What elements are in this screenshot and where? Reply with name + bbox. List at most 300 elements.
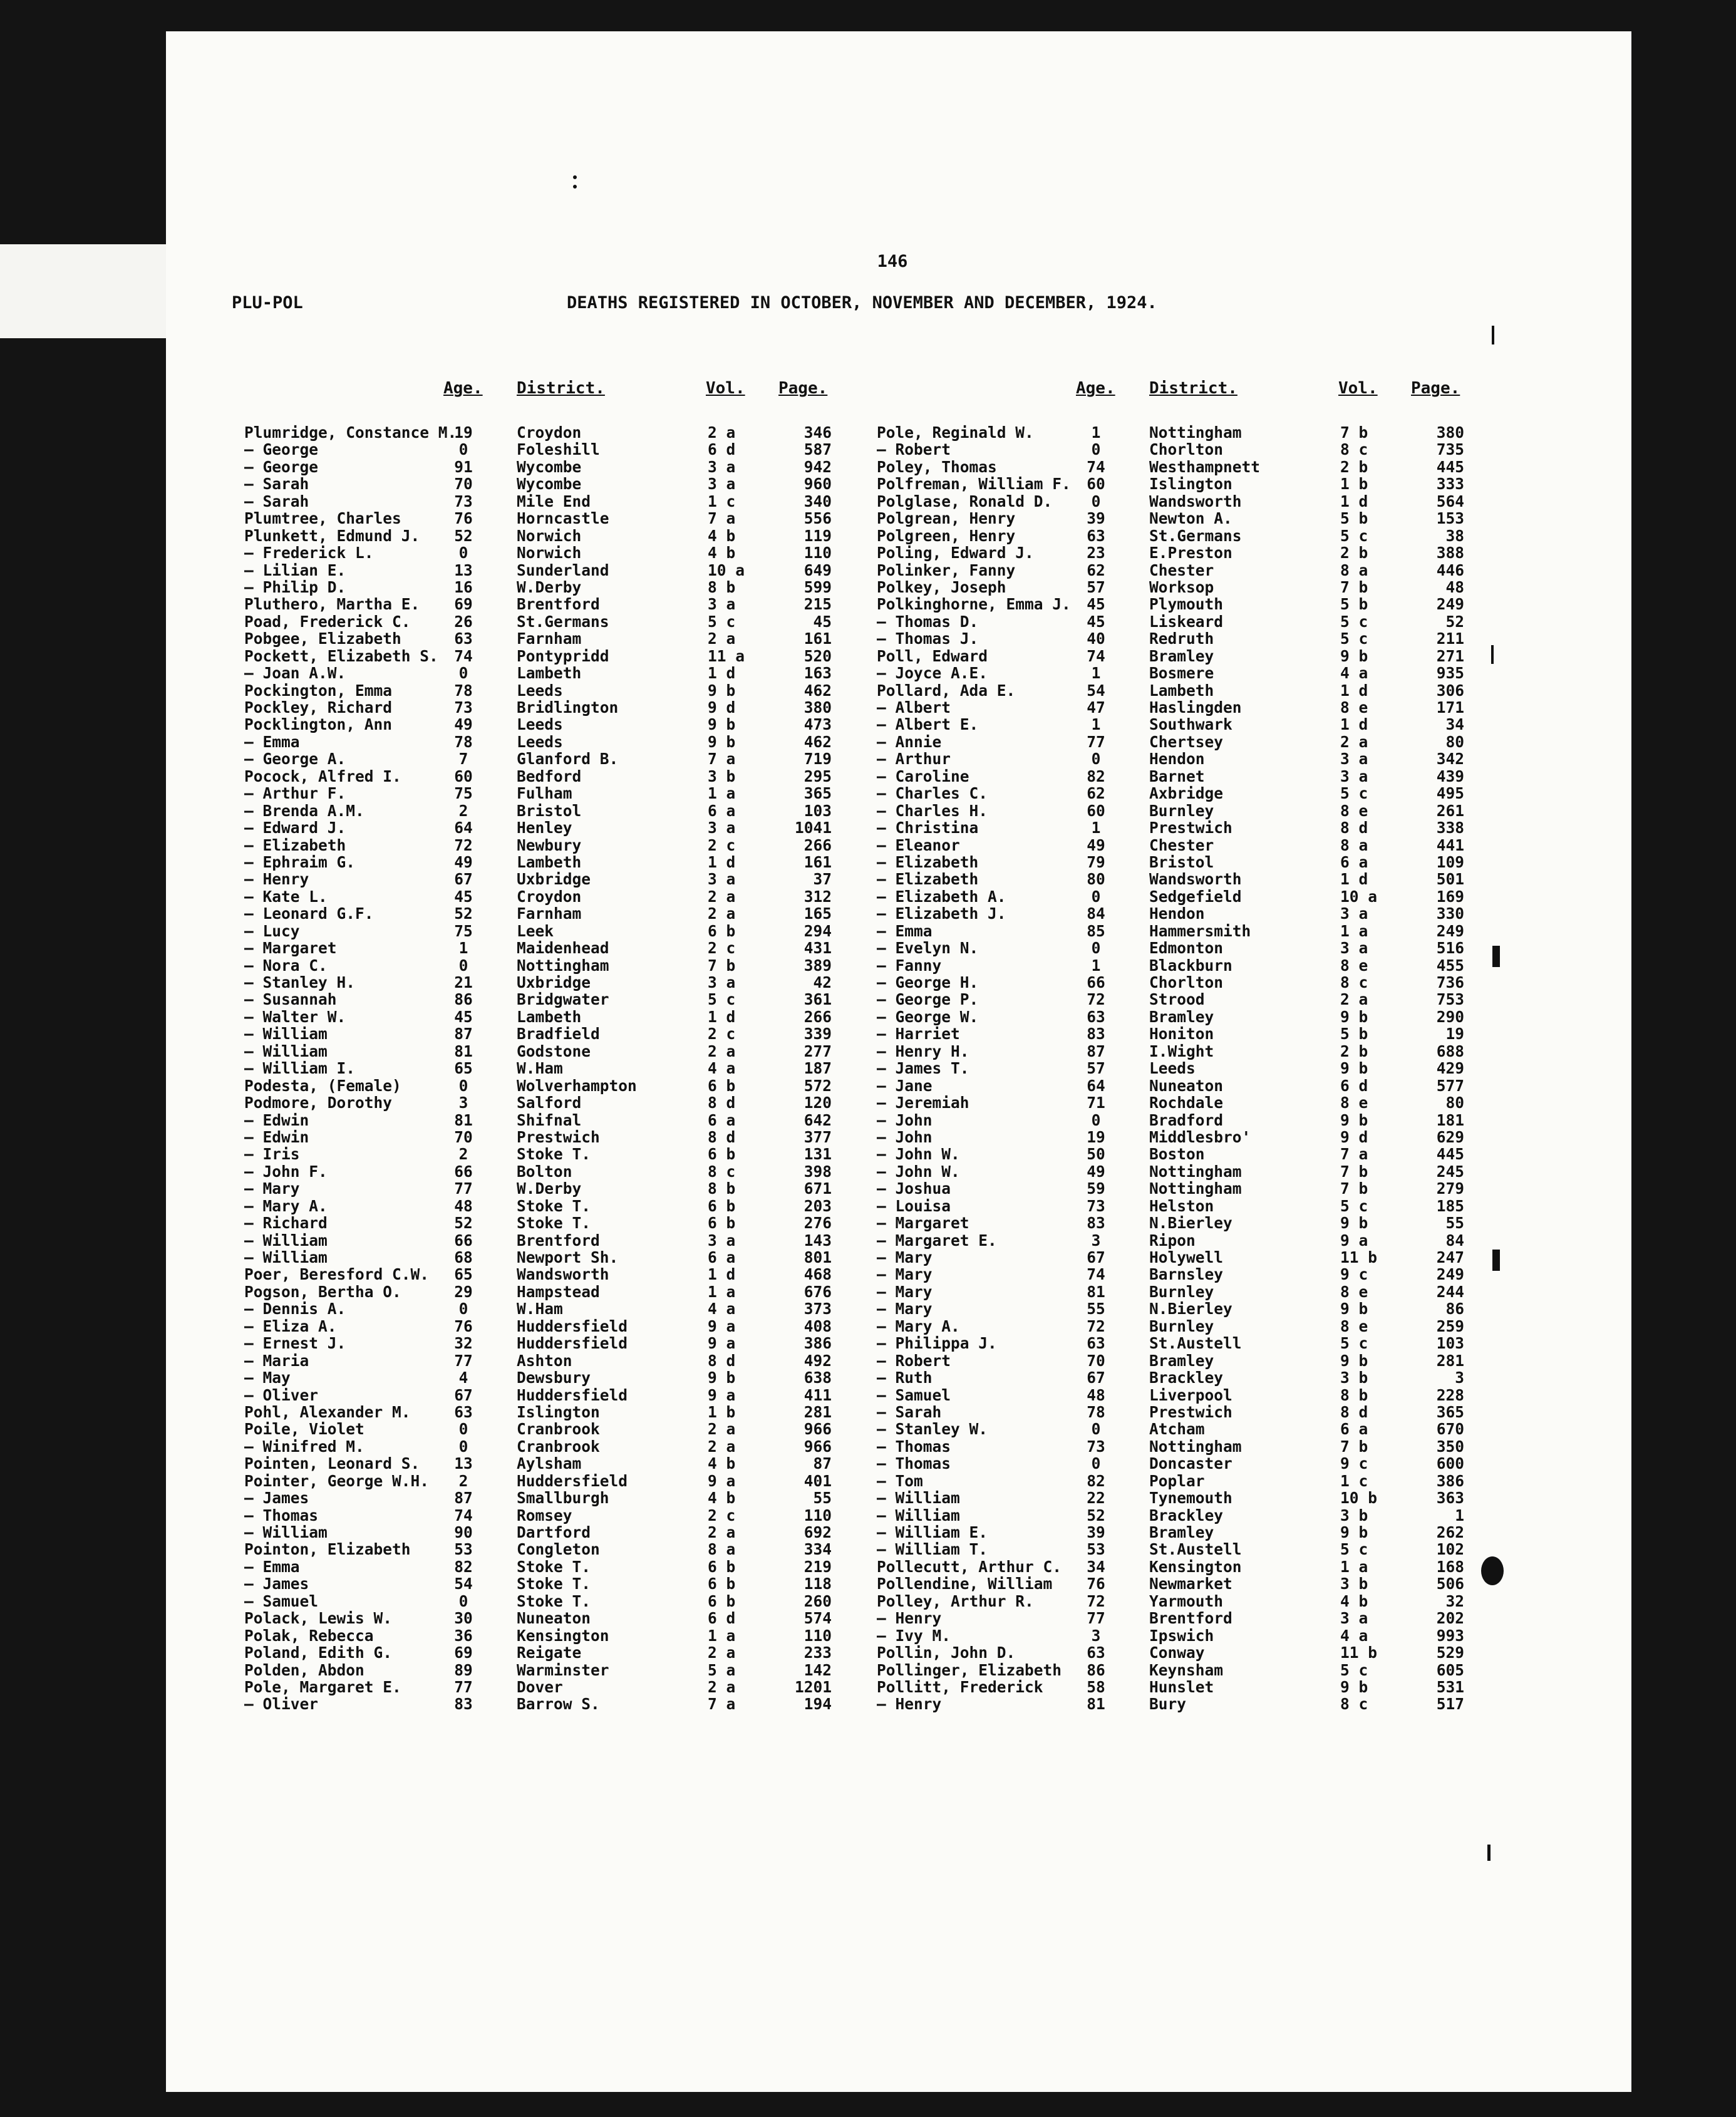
entry-age: 67 (1087, 1248, 1105, 1266)
entry-vol: 3 a (1340, 750, 1368, 769)
entry-age: 0 (458, 956, 468, 975)
entry-age: 73 (454, 492, 473, 510)
entry-age: 75 (454, 784, 473, 803)
entry-age: 62 (1087, 784, 1105, 803)
entry-age: 1 (1091, 423, 1101, 442)
entry-vol: 8 e (1340, 1282, 1368, 1301)
entry-vol: 8 c (708, 1162, 736, 1181)
entry-page: 211 (1436, 629, 1464, 648)
entry-name: — Mary (877, 1248, 933, 1266)
entry-age: 0 (1091, 1110, 1101, 1129)
entry-name: Poland, Edith G. (244, 1643, 393, 1662)
entry-page: 3 (1455, 1369, 1464, 1387)
entry-page: 517 (1436, 1695, 1464, 1714)
entry-page: 233 (803, 1643, 832, 1662)
entry-age: 54 (1087, 681, 1105, 700)
entry-name: — George (244, 440, 319, 459)
entry-page: 350 (1436, 1437, 1464, 1456)
entry-vol: 8 c (1340, 440, 1368, 459)
entry-age: 52 (454, 1214, 473, 1233)
entry-name: — Elizabeth A. (877, 887, 1006, 906)
entry-district: Barrow S. (517, 1695, 600, 1714)
entry-vol: 7 a (708, 509, 736, 528)
entry-page: 271 (1436, 646, 1464, 665)
entry-vol: 1 c (1340, 1471, 1368, 1490)
entry-district: Plymouth (1149, 595, 1224, 614)
entry-name: — Brenda A.M. (244, 801, 364, 820)
entry-vol: 2 c (708, 836, 736, 854)
entry-age: 89 (454, 1660, 473, 1679)
entry-vol: 9 b (1340, 1677, 1368, 1696)
entry-age: 70 (454, 1127, 473, 1146)
entry-vol: 9 a (708, 1471, 736, 1490)
entry-age: 45 (1087, 612, 1105, 631)
entry-vol: 3 a (708, 870, 736, 889)
entry-name: Pollecutt, Arthur C. (877, 1557, 1062, 1576)
entry-name: Pobgee, Elizabeth (244, 629, 401, 648)
entry-vol: 3 a (1340, 939, 1368, 958)
entry-page: 380 (803, 698, 832, 717)
entry-page: 455 (1436, 956, 1464, 975)
entry-vol: 4 b (1340, 1592, 1368, 1610)
entry-age: 60 (1087, 801, 1105, 820)
entry-district: St.Austell (1149, 1334, 1242, 1353)
entry-vol: 2 b (1340, 1042, 1368, 1060)
entry-age: 83 (454, 1695, 473, 1714)
entry-page: 219 (803, 1557, 832, 1576)
entry-age: 77 (1087, 732, 1105, 751)
entry-district: Warminster (517, 1660, 609, 1679)
entry-page: 334 (803, 1540, 832, 1559)
entry-vol: 1 d (1340, 870, 1368, 889)
entry-name: Polkey, Joseph (877, 577, 1006, 596)
entry-district: Wandsworth (1149, 492, 1242, 510)
entry-page: 966 (803, 1420, 832, 1439)
entry-page: 55 (1445, 1214, 1464, 1233)
entry-page: 388 (1436, 544, 1464, 562)
entry-age: 66 (1087, 973, 1105, 991)
entry-name: Pockett, Elizabeth S. (244, 646, 438, 665)
entry-age: 0 (458, 1300, 468, 1318)
entry-name: — Sarah (877, 1402, 942, 1421)
entry-district: Nuneaton (1149, 1076, 1224, 1095)
entry-name: Pointen, Leonard S. (244, 1454, 420, 1473)
entry-district: Horncastle (517, 509, 609, 528)
age-header: Age. (1076, 379, 1115, 398)
entry-name: — Henry (244, 870, 309, 889)
entry-vol: 2 a (1340, 990, 1368, 1009)
entry-vol: 6 b (708, 1145, 736, 1164)
entry-page: 688 (1436, 1042, 1464, 1060)
entry-page: 118 (803, 1575, 832, 1593)
entry-age: 45 (454, 887, 473, 906)
entry-name: — Emma (244, 1557, 300, 1576)
entry-district: Wandsworth (1149, 870, 1242, 889)
entry-age: 66 (454, 1162, 473, 1181)
entry-vol: 11 a (708, 646, 745, 665)
entry-name: — Iris (244, 1145, 300, 1164)
entry-age: 66 (454, 1231, 473, 1250)
entry-district: Brentford (517, 1231, 600, 1250)
entry-vol: 9 d (1340, 1127, 1368, 1146)
entry-page: 165 (803, 904, 832, 923)
entry-name: Polglase, Ronald D. (877, 492, 1053, 510)
entry-age: 82 (1087, 767, 1105, 785)
entry-district: Foleshill (517, 440, 600, 459)
entry-page: 398 (803, 1162, 832, 1181)
entry-age: 63 (454, 629, 473, 648)
entry-age: 7 (458, 750, 468, 769)
scan-edge-strip (0, 244, 166, 338)
entry-age: 64 (1087, 1076, 1105, 1095)
entry-vol: 9 d (708, 698, 736, 717)
entry-age: 75 (454, 921, 473, 940)
entry-age: 54 (454, 1575, 473, 1593)
entry-vol: 8 b (708, 1179, 736, 1198)
entry-vol: 3 a (708, 973, 736, 991)
entry-district: Dewsbury (517, 1369, 591, 1387)
entry-age: 0 (1091, 939, 1101, 958)
entry-vol: 8 c (1340, 973, 1368, 991)
entry-page: 245 (1436, 1162, 1464, 1181)
entry-vol: 3 a (1340, 1609, 1368, 1628)
entry-vol: 3 b (708, 767, 736, 785)
entry-page: 279 (1436, 1179, 1464, 1198)
entry-vol: 9 b (1340, 1214, 1368, 1233)
entry-page: 365 (1436, 1402, 1464, 1421)
entry-district: Haslingden (1149, 698, 1242, 717)
entry-age: 78 (1087, 1402, 1105, 1421)
entry-vol: 2 a (1340, 732, 1368, 751)
entry-district: Leeds (517, 681, 563, 700)
entry-vol: 6 b (708, 1575, 736, 1593)
entry-page: 119 (803, 526, 832, 545)
entry-age: 63 (1087, 1007, 1105, 1026)
entry-vol: 2 a (708, 423, 736, 442)
entry-district: Bradfield (517, 1025, 600, 1043)
entry-vol: 7 a (708, 1695, 736, 1714)
entry-name: — Elizabeth (877, 870, 979, 889)
entry-district: Bury (1149, 1695, 1187, 1714)
entry-name: — Edwin (244, 1110, 309, 1129)
entry-district: Congleton (517, 1540, 600, 1559)
entry-age: 40 (1087, 629, 1105, 648)
entry-vol: 7 b (708, 956, 736, 975)
entry-age: 2 (458, 1145, 468, 1164)
entry-vol: 1 a (708, 784, 736, 803)
entry-vol: 6 b (708, 921, 736, 940)
entry-name: — Fanny (877, 956, 942, 975)
entry-page: 642 (803, 1110, 832, 1129)
entry-age: 32 (454, 1334, 473, 1353)
entry-age: 91 (454, 457, 473, 476)
entry-vol: 6 a (1340, 1420, 1368, 1439)
entry-vol: 5 b (1340, 509, 1368, 528)
entry-vol: 2 a (708, 904, 736, 923)
entry-vol: 8 a (708, 1540, 736, 1559)
entry-district: Maidenhead (517, 939, 609, 958)
entry-page: 1201 (794, 1677, 832, 1696)
entry-district: Bramley (1149, 1007, 1214, 1026)
entry-page: 32 (1445, 1592, 1464, 1610)
entry-age: 1 (1091, 819, 1101, 837)
entry-age: 1 (1091, 664, 1101, 683)
entry-name: — Arthur F. (244, 784, 346, 803)
entry-vol: 4 b (708, 1454, 736, 1473)
entry-vol: 2 b (1340, 544, 1368, 562)
entry-age: 73 (1087, 1437, 1105, 1456)
entry-age: 74 (1087, 646, 1105, 665)
vol-header: Vol. (1338, 379, 1378, 398)
entry-page: 495 (1436, 784, 1464, 803)
entry-district: Bolton (517, 1162, 572, 1181)
page-header: Page. (778, 379, 828, 398)
entry-district: Stoke T. (517, 1145, 591, 1164)
entry-page: 649 (803, 561, 832, 579)
entry-district: Nottingham (1149, 1162, 1242, 1181)
entry-district: Poplar (1149, 1471, 1205, 1490)
entry-page: 960 (803, 475, 832, 494)
entry-name: — William (877, 1489, 960, 1508)
entry-district: Blackburn (1149, 956, 1232, 975)
entry-name: Pocklington, Ann (244, 715, 393, 734)
entry-district: Bramley (1149, 1351, 1214, 1370)
entry-name: — William (244, 1248, 328, 1266)
entry-name: Poley, Thomas (877, 457, 997, 476)
entry-vol: 1 d (1340, 715, 1368, 734)
entry-vol: 9 b (1340, 1110, 1368, 1129)
entry-page: 942 (803, 457, 832, 476)
entry-district: Ripon (1149, 1231, 1196, 1250)
entry-page: 163 (803, 664, 832, 683)
entry-district: Bristol (517, 801, 582, 820)
entry-page: 346 (803, 423, 832, 442)
entry-page: 468 (803, 1265, 832, 1284)
entry-age: 39 (1087, 1523, 1105, 1541)
entry-vol: 6 b (708, 1076, 736, 1095)
entry-page: 19 (1445, 1025, 1464, 1043)
entry-page: 249 (1436, 1265, 1464, 1284)
entry-district: Burnley (1149, 1282, 1214, 1301)
entry-name: Pollin, John D. (877, 1643, 1016, 1662)
entry-vol: 7 b (1340, 577, 1368, 596)
entry-vol: 8 d (1340, 1402, 1368, 1421)
entry-age: 82 (454, 1557, 473, 1576)
entry-age: 13 (454, 561, 473, 579)
entry-district: Chorlton (1149, 973, 1224, 991)
entry-age: 59 (1087, 1179, 1105, 1198)
entry-age: 19 (454, 423, 473, 442)
entry-name: — Stanley W. (877, 1420, 988, 1439)
entry-vol: 8 d (1340, 819, 1368, 837)
entry-age: 13 (454, 1454, 473, 1473)
entry-name: — Elizabeth J. (877, 904, 1006, 923)
entry-age: 83 (1087, 1214, 1105, 1233)
entry-page: 516 (1436, 939, 1464, 958)
entry-age: 49 (454, 715, 473, 734)
entry-district: Liskeard (1149, 612, 1224, 631)
entry-page: 365 (803, 784, 832, 803)
entry-age: 76 (454, 509, 473, 528)
entry-page: 202 (1436, 1609, 1464, 1628)
entry-age: 57 (1087, 1059, 1105, 1078)
entry-age: 49 (454, 852, 473, 871)
entry-vol: 8 a (1340, 836, 1368, 854)
entry-name: — Margaret E. (877, 1231, 997, 1250)
entry-name: Pogson, Bertha O. (244, 1282, 401, 1301)
entry-name: Polgreen, Henry (877, 526, 1016, 545)
entry-name: — Lucy (244, 921, 300, 940)
entry-page: 577 (1436, 1076, 1464, 1095)
entry-vol: 5 c (1340, 1660, 1368, 1679)
entry-age: 53 (454, 1540, 473, 1559)
entry-name: — William (244, 1231, 328, 1250)
entry-page: 473 (803, 715, 832, 734)
entry-district: Worksop (1149, 577, 1214, 596)
entry-age: 47 (1087, 698, 1105, 717)
entry-name: — William T. (877, 1540, 988, 1559)
entry-age: 53 (1087, 1540, 1105, 1559)
entry-district: Bosmere (1149, 664, 1214, 683)
entry-age: 84 (1087, 904, 1105, 923)
entry-name: — William (244, 1523, 328, 1541)
entry-district: St.Germans (1149, 526, 1242, 545)
entry-page: 261 (1436, 801, 1464, 820)
entry-district: Brentford (517, 595, 600, 614)
entry-age: 72 (1087, 990, 1105, 1009)
entry-name: — Tom (877, 1471, 923, 1490)
entry-page: 260 (803, 1592, 832, 1610)
entry-district: Burnley (1149, 1317, 1214, 1335)
entry-page: 187 (803, 1059, 832, 1078)
entry-page: 142 (803, 1660, 832, 1679)
entry-vol: 9 c (1340, 1454, 1368, 1473)
entry-district: E.Preston (1149, 544, 1232, 562)
entry-age: 87 (454, 1025, 473, 1043)
entry-vol: 1 d (708, 1007, 736, 1026)
entry-vol: 5 b (1340, 1025, 1368, 1043)
entry-district: Middlesbro' (1149, 1127, 1251, 1146)
entry-district: Burnley (1149, 801, 1214, 820)
entry-vol: 8 b (1340, 1385, 1368, 1404)
entry-vol: 1 d (708, 852, 736, 871)
entry-vol: 4 b (708, 544, 736, 562)
entry-vol: 3 a (1340, 904, 1368, 923)
entry-page: 290 (1436, 1007, 1464, 1026)
entry-district: Norwich (517, 544, 582, 562)
entry-vol: 2 a (708, 1643, 736, 1662)
entry-age: 16 (454, 577, 473, 596)
entry-page: 185 (1436, 1196, 1464, 1215)
entry-vol: 2 c (708, 939, 736, 958)
entry-district: Boston (1149, 1145, 1205, 1164)
entry-name: — Winifred M. (244, 1437, 364, 1456)
entry-vol: 3 a (1340, 767, 1368, 785)
entry-vol: 1 a (708, 1626, 736, 1645)
entry-district: Southwark (1149, 715, 1232, 734)
entry-age: 70 (454, 475, 473, 494)
entry-age: 63 (1087, 1334, 1105, 1353)
entry-name: — Louisa (877, 1196, 951, 1215)
entry-name: — Walter W. (244, 1007, 346, 1026)
entry-age: 39 (1087, 509, 1105, 528)
entry-page: 600 (1436, 1454, 1464, 1473)
entry-name: — Thomas J. (877, 629, 979, 648)
entry-name: — Frederick L. (244, 544, 374, 562)
entry-age: 55 (1087, 1300, 1105, 1318)
entry-district: Newmarket (1149, 1575, 1232, 1593)
entry-name: Plunkett, Edmund J. (244, 526, 420, 545)
entry-age: 22 (1087, 1489, 1105, 1508)
entry-district: Dartford (517, 1523, 591, 1541)
entry-name: Pollinger, Elizabeth (877, 1660, 1062, 1679)
entry-page: 993 (1436, 1626, 1464, 1645)
entry-page: 439 (1436, 767, 1464, 785)
entry-district: Newbury (517, 836, 582, 854)
entry-page: 194 (803, 1695, 832, 1714)
entry-page: 281 (803, 1402, 832, 1421)
entry-district: Lambeth (517, 664, 582, 683)
entry-name: — Joan A.W. (244, 664, 346, 683)
entry-name: — Philippa J. (877, 1334, 997, 1353)
scan-mark (1492, 326, 1494, 344)
entry-district: Islington (517, 1402, 600, 1421)
entry-district: Hendon (1149, 750, 1205, 769)
entry-page: 80 (1445, 1094, 1464, 1112)
entry-district: Leeds (517, 715, 563, 734)
entry-vol: 6 b (708, 1557, 736, 1576)
entry-district: Wycombe (517, 475, 582, 494)
entry-vol: 4 a (1340, 664, 1368, 683)
entry-age: 74 (1087, 457, 1105, 476)
entry-name: — Oliver (244, 1695, 319, 1714)
entry-district: Yarmouth (1149, 1592, 1224, 1610)
entry-district: Norwich (517, 526, 582, 545)
entry-name: — Arthur (877, 750, 951, 769)
entry-district: Nottingham (1149, 1179, 1242, 1198)
entry-name: — George (244, 457, 319, 476)
entry-district: Salford (517, 1094, 582, 1112)
entry-name: — Emma (877, 921, 933, 940)
entry-age: 63 (454, 1402, 473, 1421)
entry-district: Leeds (1149, 1059, 1196, 1078)
entry-name: — Sarah (244, 492, 309, 510)
entry-name: — Henry H. (877, 1042, 969, 1060)
district-header: District. (1149, 379, 1237, 398)
entry-name: — Mary (877, 1265, 933, 1284)
entry-vol: 1 b (1340, 475, 1368, 494)
entry-age: 36 (454, 1626, 473, 1645)
entry-page: 501 (1436, 870, 1464, 889)
scan-mark (1491, 645, 1494, 664)
entry-page: 103 (1436, 1334, 1464, 1353)
entry-page: 203 (803, 1196, 832, 1215)
entry-name: — John W. (877, 1162, 960, 1181)
entry-age: 34 (1087, 1557, 1105, 1576)
entry-name: Pockley, Richard (244, 698, 393, 717)
entry-name: Poad, Frederick C. (244, 612, 411, 631)
entry-page: 531 (1436, 1677, 1464, 1696)
entry-age: 0 (1091, 887, 1101, 906)
entry-age: 58 (1087, 1677, 1105, 1696)
entry-age: 0 (458, 1437, 468, 1456)
entry-page: 244 (1436, 1282, 1464, 1301)
entry-age: 82 (1087, 1471, 1105, 1490)
entry-age: 0 (1091, 440, 1101, 459)
entry-district: Shifnal (517, 1110, 582, 1129)
entry-district: Cranbrook (517, 1420, 600, 1439)
entry-page: 1 (1455, 1506, 1464, 1524)
